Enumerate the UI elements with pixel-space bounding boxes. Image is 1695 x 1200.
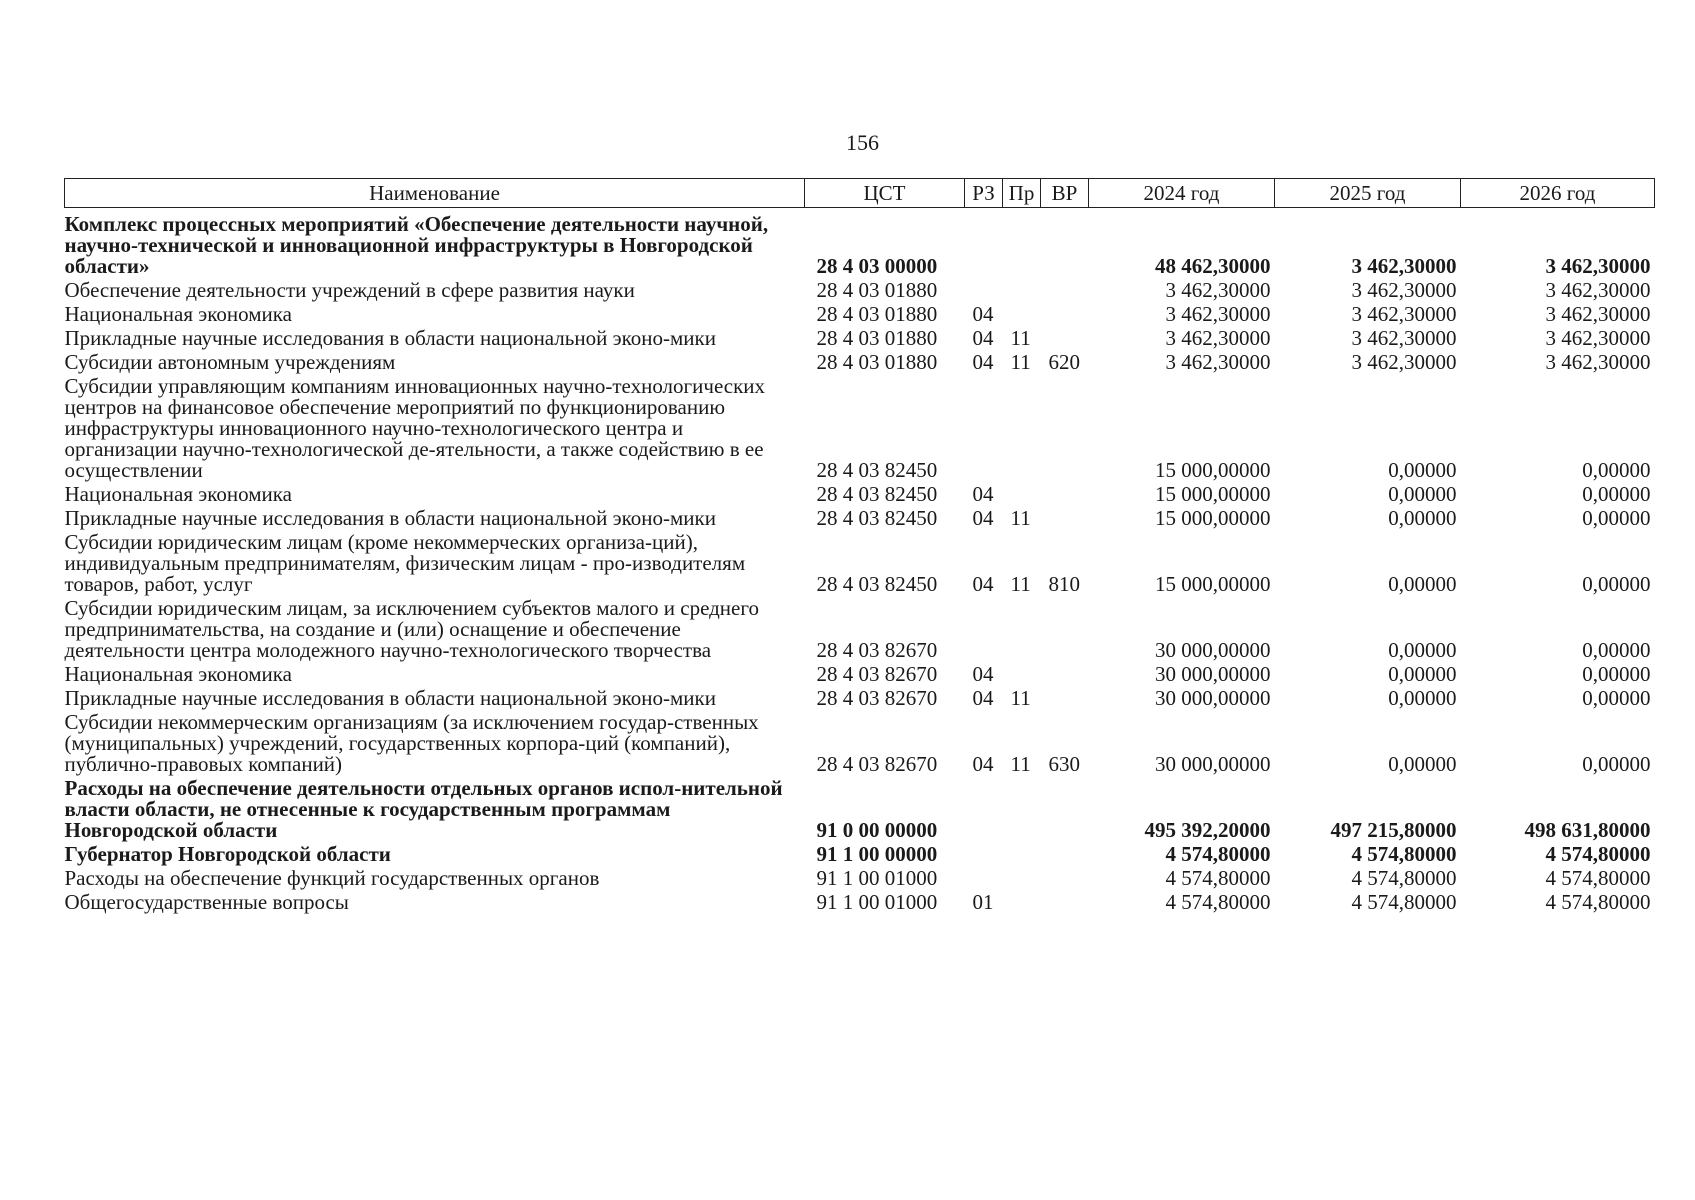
cell-name: Субсидии управляющим компаниям инновационных научно-технологических центров на финансовое обеспечение мероприятий по функционированию инфраструктуры инновационного научно-технологического центра и организации научно-технологической де-ятельности, а также содействию в ее осуществлении bbox=[64, 374, 766, 482]
cell-2024: 3 462,30000 bbox=[1165, 326, 1271, 350]
cell-2024: 30 000,00000 bbox=[1155, 638, 1271, 662]
cell-2025: 0,00000 bbox=[1388, 686, 1457, 710]
header-rz: РЗ bbox=[965, 179, 1003, 208]
cell-name: Расходы на обеспечение функций государственных органов bbox=[64, 866, 600, 890]
cell-2025: 4 574,80000 bbox=[1351, 842, 1457, 866]
cell-rz: 04 bbox=[972, 482, 994, 506]
cell-2025: 0,00000 bbox=[1388, 752, 1457, 776]
table-row bbox=[65, 507, 1655, 531]
cell-name: Общегосударственные вопросы bbox=[64, 890, 349, 914]
table-row bbox=[65, 777, 1655, 843]
cell-vr bbox=[1041, 507, 1089, 531]
cell-pr: 11 bbox=[1010, 686, 1031, 710]
cell-2025: 497 215,80000 bbox=[1330, 818, 1457, 842]
cell-2025: 0,00000 bbox=[1388, 458, 1457, 482]
cell-rz bbox=[965, 279, 1003, 303]
cell-2025: 4 574,80000 bbox=[1351, 866, 1457, 890]
cell-name: Расходы на обеспечение деятельности отдельных органов испол-нительной власти области, не отнесенные к государственным программам Новгородской области bbox=[64, 776, 783, 842]
cell-2025: 3 462,30000 bbox=[1351, 302, 1457, 326]
cell-2026: 3 462,30000 bbox=[1545, 278, 1651, 302]
cell-2026: 0,00000 bbox=[1582, 506, 1651, 530]
cell-pr: 11 bbox=[1010, 326, 1031, 350]
cell-2026: 0,00000 bbox=[1582, 482, 1651, 506]
cell-rz: 04 bbox=[972, 302, 994, 326]
cell-2024: 48 462,30000 bbox=[1155, 254, 1271, 278]
header-2025: 2025 год bbox=[1275, 179, 1461, 208]
page-number: 156 bbox=[846, 130, 879, 155]
cell-cst: 28 4 03 82670 bbox=[816, 638, 938, 662]
cell-vr bbox=[1041, 483, 1089, 507]
cell-name: Субсидии юридическим лицам (кроме некоммерческих организа-ций), индивидуальным предпринимателям, физическим лицам - про-изводителям товаров, работ, услуг bbox=[64, 530, 746, 596]
cell-pr: 11 bbox=[1010, 350, 1031, 374]
cell-2026: 3 462,30000 bbox=[1545, 302, 1651, 326]
cell-name: Национальная экономика bbox=[64, 302, 292, 326]
table-row bbox=[65, 303, 1655, 327]
table-row bbox=[65, 351, 1655, 375]
cell-2025: 3 462,30000 bbox=[1351, 278, 1457, 302]
table-row bbox=[65, 891, 1655, 915]
table-row bbox=[65, 663, 1655, 687]
cell-vr bbox=[1041, 777, 1089, 843]
cell-2024: 4 574,80000 bbox=[1165, 890, 1271, 914]
cell-2024: 4 574,80000 bbox=[1165, 842, 1271, 866]
cell-rz bbox=[965, 843, 1003, 867]
cell-vr bbox=[1041, 891, 1089, 915]
header-2024: 2024 год bbox=[1089, 179, 1275, 208]
cell-2026: 4 574,80000 bbox=[1545, 866, 1651, 890]
cell-2024: 30 000,00000 bbox=[1155, 686, 1271, 710]
cell-rz: 04 bbox=[972, 350, 994, 374]
cell-rz bbox=[965, 597, 1003, 663]
table-row bbox=[65, 208, 1655, 280]
cell-rz bbox=[965, 208, 1003, 280]
table-row bbox=[65, 867, 1655, 891]
cell-2025: 0,00000 bbox=[1388, 638, 1457, 662]
table-header-row bbox=[65, 179, 1655, 208]
cell-rz: 04 bbox=[972, 572, 994, 596]
table-row bbox=[65, 711, 1655, 777]
cell-2025: 3 462,30000 bbox=[1351, 326, 1457, 350]
cell-pr bbox=[1003, 597, 1041, 663]
cell-name: Субсидии автономным учреждениям bbox=[64, 350, 396, 374]
cell-name: Прикладные научные исследования в области национальной эконо-мики bbox=[64, 326, 716, 350]
table-row bbox=[65, 327, 1655, 351]
cell-2026: 0,00000 bbox=[1582, 686, 1651, 710]
cell-rz bbox=[965, 375, 1003, 483]
cell-pr: 11 bbox=[1010, 506, 1031, 530]
cell-2025: 0,00000 bbox=[1388, 482, 1457, 506]
cell-2026: 0,00000 bbox=[1582, 662, 1651, 686]
cell-2024: 30 000,00000 bbox=[1155, 662, 1271, 686]
cell-cst: 28 4 03 00000 bbox=[816, 254, 938, 278]
cell-2024: 15 000,00000 bbox=[1155, 572, 1271, 596]
cell-name: Губернатор Новгородской области bbox=[64, 842, 391, 866]
cell-vr bbox=[1041, 279, 1089, 303]
cell-2024: 3 462,30000 bbox=[1165, 278, 1271, 302]
cell-cst: 91 1 00 01000 bbox=[816, 890, 938, 914]
cell-rz: 04 bbox=[972, 686, 994, 710]
cell-vr bbox=[1041, 327, 1089, 351]
cell-rz: 01 bbox=[972, 890, 994, 914]
cell-2026: 3 462,30000 bbox=[1545, 326, 1651, 350]
cell-2025: 3 462,30000 bbox=[1351, 350, 1457, 374]
table-row bbox=[65, 483, 1655, 507]
cell-pr bbox=[1003, 777, 1041, 843]
cell-vr: 810 bbox=[1048, 572, 1080, 596]
cell-vr bbox=[1041, 663, 1089, 687]
cell-2024: 4 574,80000 bbox=[1165, 866, 1271, 890]
cell-cst: 28 4 03 82450 bbox=[816, 572, 938, 596]
cell-cst: 91 1 00 00000 bbox=[816, 842, 938, 866]
cell-cst: 28 4 03 82670 bbox=[816, 752, 938, 776]
cell-pr bbox=[1003, 375, 1041, 483]
cell-rz: 04 bbox=[972, 662, 994, 686]
cell-cst: 28 4 03 82670 bbox=[816, 662, 938, 686]
table-row bbox=[65, 687, 1655, 711]
cell-cst: 91 0 00 00000 bbox=[816, 818, 938, 842]
table-row bbox=[65, 279, 1655, 303]
cell-vr bbox=[1041, 375, 1089, 483]
cell-2024: 30 000,00000 bbox=[1155, 752, 1271, 776]
table-row bbox=[65, 597, 1655, 663]
cell-2025: 4 574,80000 bbox=[1351, 890, 1457, 914]
cell-pr: 11 bbox=[1010, 572, 1031, 596]
cell-2025: 0,00000 bbox=[1388, 662, 1457, 686]
cell-cst: 28 4 03 82450 bbox=[816, 482, 938, 506]
cell-name: Субсидии юридическим лицам, за исключением субъектов малого и среднего предпринимательства, на создание и (или) оснащение и обеспечение деятельности центра молодежного научно-технологического творчества bbox=[64, 596, 759, 662]
cell-2026: 3 462,30000 bbox=[1545, 254, 1651, 278]
cell-2026: 498 631,80000 bbox=[1524, 818, 1651, 842]
cell-vr bbox=[1041, 867, 1089, 891]
cell-pr bbox=[1003, 483, 1041, 507]
cell-cst: 28 4 03 01880 bbox=[816, 302, 938, 326]
cell-2026: 0,00000 bbox=[1582, 638, 1651, 662]
cell-name: Комплекс процессных мероприятий «Обеспечение деятельности научной, научно-технической и инновационной инфраструктуры в Новгородской области» bbox=[64, 212, 769, 278]
cell-2024: 15 000,00000 bbox=[1155, 482, 1271, 506]
cell-2025: 0,00000 bbox=[1388, 572, 1457, 596]
budget-table bbox=[64, 178, 1655, 915]
cell-pr bbox=[1003, 663, 1041, 687]
header-name: Наименование bbox=[65, 179, 805, 208]
cell-cst: 28 4 03 82450 bbox=[816, 458, 938, 482]
cell-pr bbox=[1003, 208, 1041, 280]
cell-pr bbox=[1003, 867, 1041, 891]
table-row bbox=[65, 375, 1655, 483]
cell-rz: 04 bbox=[972, 506, 994, 530]
cell-name: Прикладные научные исследования в области национальной эконо-мики bbox=[64, 686, 716, 710]
cell-cst: 91 1 00 01000 bbox=[816, 866, 938, 890]
cell-name: Обеспечение деятельности учреждений в сфере развития науки bbox=[64, 278, 635, 302]
cell-pr bbox=[1003, 843, 1041, 867]
cell-2026: 4 574,80000 bbox=[1545, 890, 1651, 914]
cell-rz: 04 bbox=[972, 752, 994, 776]
cell-rz bbox=[965, 777, 1003, 843]
cell-vr: 620 bbox=[1048, 350, 1080, 374]
cell-pr bbox=[1003, 279, 1041, 303]
cell-vr bbox=[1041, 843, 1089, 867]
cell-2024: 15 000,00000 bbox=[1155, 506, 1271, 530]
cell-2024: 15 000,00000 bbox=[1155, 458, 1271, 482]
cell-cst: 28 4 03 01880 bbox=[816, 278, 938, 302]
cell-cst: 28 4 03 01880 bbox=[816, 350, 938, 374]
cell-pr bbox=[1003, 891, 1041, 915]
cell-rz: 04 bbox=[972, 326, 994, 350]
header-pr: Пр bbox=[1003, 179, 1041, 208]
cell-name: Национальная экономика bbox=[64, 662, 292, 686]
cell-2025: 0,00000 bbox=[1388, 506, 1457, 530]
cell-pr bbox=[1003, 303, 1041, 327]
cell-2025: 3 462,30000 bbox=[1351, 254, 1457, 278]
cell-vr bbox=[1041, 208, 1089, 280]
cell-2026: 0,00000 bbox=[1582, 458, 1651, 482]
table-row bbox=[65, 531, 1655, 597]
cell-vr bbox=[1041, 303, 1089, 327]
cell-cst: 28 4 03 82450 bbox=[816, 506, 938, 530]
cell-2026: 0,00000 bbox=[1582, 752, 1651, 776]
cell-pr: 11 bbox=[1010, 752, 1031, 776]
cell-vr bbox=[1041, 597, 1089, 663]
cell-vr: 630 bbox=[1048, 752, 1080, 776]
header-cst: ЦСТ bbox=[805, 179, 965, 208]
table-body bbox=[65, 208, 1655, 916]
cell-rz bbox=[965, 867, 1003, 891]
cell-cst: 28 4 03 01880 bbox=[816, 326, 938, 350]
cell-cst: 28 4 03 82670 bbox=[816, 686, 938, 710]
table-row bbox=[65, 843, 1655, 867]
header-vr: ВР bbox=[1041, 179, 1089, 208]
cell-name: Субсидии некоммерческим организациям (за исключением государ-ственных (муниципальных) учреждений, государственных корпора-ций (компаний), публично-правовых компаний) bbox=[64, 710, 759, 776]
cell-2024: 3 462,30000 bbox=[1165, 302, 1271, 326]
cell-vr bbox=[1041, 687, 1089, 711]
cell-name: Национальная экономика bbox=[64, 482, 292, 506]
cell-2026: 4 574,80000 bbox=[1545, 842, 1651, 866]
cell-2024: 3 462,30000 bbox=[1165, 350, 1271, 374]
cell-2026: 0,00000 bbox=[1582, 572, 1651, 596]
cell-2026: 3 462,30000 bbox=[1545, 350, 1651, 374]
header-2026: 2026 год bbox=[1461, 179, 1655, 208]
cell-name: Прикладные научные исследования в области национальной эконо-мики bbox=[64, 506, 716, 530]
cell-2024: 495 392,20000 bbox=[1144, 818, 1271, 842]
